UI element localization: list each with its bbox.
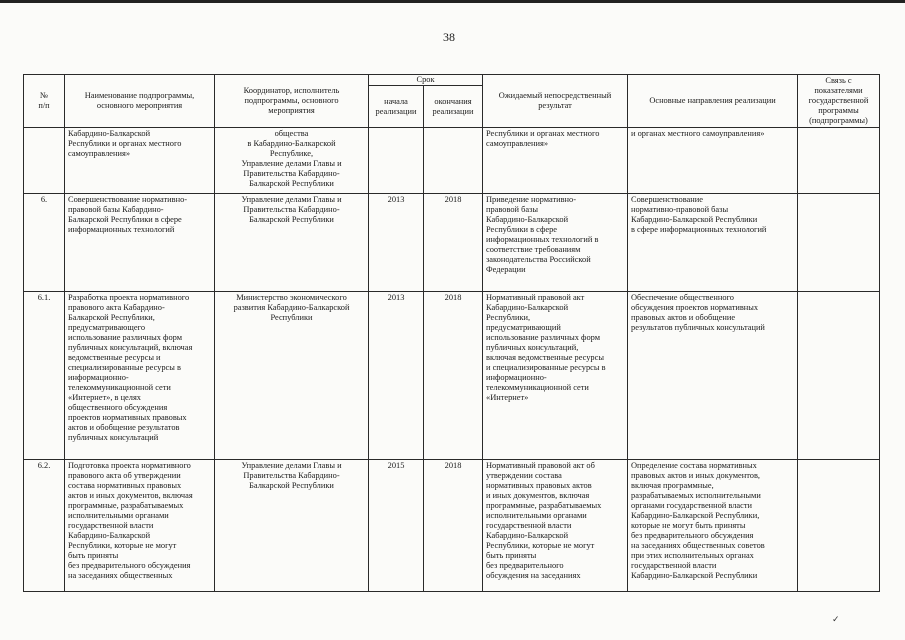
- row-end: 2018: [424, 460, 483, 592]
- header-coordinator: Координатор, исполнитель подпрограммы, основного мероприятия: [215, 75, 369, 128]
- row-end: [424, 128, 483, 194]
- table-row: [24, 460, 880, 592]
- row-name: Разработка проекта нормативного правового акта Кабардино- Балкарской Республики, предусматривающего использование различных форм публичных консультаций, включая ведомственные ресурсы и специализированные ресурсы в информационно- телекоммуникационной сети «Интернет», в целях общественного обсуждения проектов нормативных правовых актов и обобщение результатов публичных консультаций: [65, 292, 215, 460]
- row-link: [798, 194, 880, 292]
- row-coordinator: общества в Кабардино-Балкарской Республике, Управление делами Главы и Правительства Кабардино- Балкарской Республики: [215, 128, 369, 194]
- row-directions: Определение состава нормативных правовых актов и иных документов, включая программные, разрабатываемых исполнительными органами государственной власти Кабардино-Балкарской Республики, которые не могут быть приняты без предварительного обсуждения на заседаниях общественных советов при этих исполнительных органах государственной власти Кабардино-Балкарской Республики: [628, 460, 798, 592]
- header-directions: Основные направления реализации: [628, 75, 798, 128]
- row-result: Нормативный правовой акт Кабардино-Балкарской Республики, предусматривающий использование различных форм публичных консультаций, включая ведомственные ресурсы и специализированные ресурсы в информационно- телекоммуникационной сети «Интернет»: [483, 292, 628, 460]
- row-directions: Обеспечение общественного обсуждения проектов нормативных правовых актов и обобщение результатов публичных консультаций: [628, 292, 798, 460]
- header-name: Наименование подпрограммы, основного мероприятия: [65, 75, 215, 128]
- page-number: 38: [443, 30, 455, 44]
- row-start: 2013: [369, 292, 424, 460]
- row-start: 2013: [369, 194, 424, 292]
- header-link: Связь с показателями государственной программы (подпрограммы): [798, 75, 880, 128]
- row-directions: Совершенствование нормативно-правовой базы Кабардино-Балкарской Республики в сфере информационных технологий: [628, 194, 798, 292]
- row-link: [798, 460, 880, 592]
- table-row: [24, 292, 880, 460]
- program-table: [23, 74, 880, 592]
- header-start: начала реализации: [369, 86, 424, 128]
- row-result: Нормативный правовой акт об утверждении состава нормативных правовых актов и иных документов, включая программные, разрабатываемых исполнительными органами государственной власти Кабардино-Балкарской Республики, которые не могут быть приняты без предварительного обсуждения на заседаниях: [483, 460, 628, 592]
- header-term: Срок: [369, 75, 483, 86]
- row-result: Приведение нормативно- правовой базы Кабардино-Балкарской Республики в сфере информационных технологий в соответствие требованиям законодательства Российской Федерации: [483, 194, 628, 292]
- row-coordinator: Министерство экономического развития Кабардино-Балкарской Республики: [215, 292, 369, 460]
- row-link: [798, 128, 880, 194]
- table-row: [24, 128, 880, 194]
- row-link: [798, 292, 880, 460]
- scan-mark: ✓: [832, 614, 840, 624]
- row-name: Подготовка проекта нормативного правового акта об утверждении состава нормативных правовых актов и иных документов, включая программные, разрабатываемых исполнительными органами государственной власти Кабардино-Балкарской Республики, которые не могут быть приняты без предварительного обсуждения на заседаниях общественных: [65, 460, 215, 592]
- row-num: 6.2.: [24, 460, 65, 592]
- row-directions: и органах местного самоуправления»: [628, 128, 798, 194]
- scan-edge: [0, 0, 905, 3]
- row-start: 2015: [369, 460, 424, 592]
- row-end: 2018: [424, 292, 483, 460]
- row-start: [369, 128, 424, 194]
- row-result: Республики и органах местного самоуправления»: [483, 128, 628, 194]
- header-num: № п/п: [24, 75, 65, 128]
- row-name: Совершенствование нормативно- правовой базы Кабардино- Балкарской Республики в сфере информационных технологий: [65, 194, 215, 292]
- row-coordinator: Управление делами Главы и Правительства Кабардино- Балкарской Республики: [215, 194, 369, 292]
- row-end: 2018: [424, 194, 483, 292]
- row-coordinator: Управление делами Главы и Правительства Кабардино- Балкарской Республики: [215, 460, 369, 592]
- row-num: [24, 128, 65, 194]
- row-name: Кабардино-Балкарской Республики и органах местного самоуправления»: [65, 128, 215, 194]
- row-num: 6.: [24, 194, 65, 292]
- table-row: [24, 194, 880, 292]
- header-result: Ожидаемый непосредственный результат: [483, 75, 628, 128]
- header-end: окончания реализации: [424, 86, 483, 128]
- row-num: 6.1.: [24, 292, 65, 460]
